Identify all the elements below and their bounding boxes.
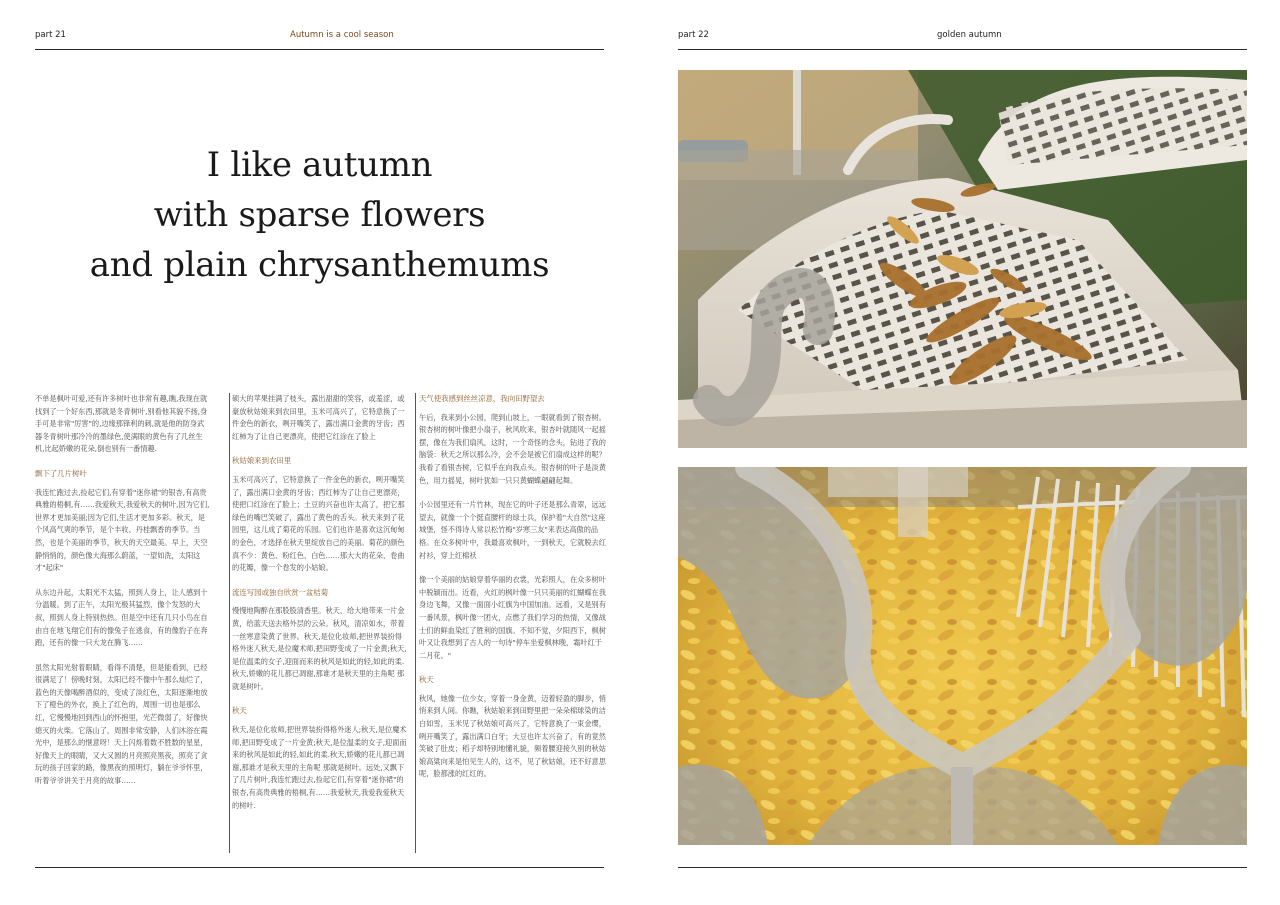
body-paragraph: 硕大的苹果挂满了枝头，露出甜甜的笑容，或羞涩，或豪放秋姑娘来到农田里，玉米可高兴了，它特意换了一件金色的新衣，咧开嘴笑了，露出满口金黄的牙齿；西红柿为了让自己更漂亮，使把它红涂在了脸上 <box>232 394 405 441</box>
body-paragraph: 像一个美丽的姑娘穿着华丽的衣裳，光彩照人，在众多树叶中脱颖而出。近看，火红的枫叶像一只只美丽的红蝴蝶在我身边飞舞，又像一面面小红旗为中国加油。远看，又是别有一番风景，枫叶像一团火，点燃了我们学习的热情，又像战士们的鲜血染红了胜利的国旗。不知不觉，夕阳西下，枫树叶又让我想到了古人的一句诗"停车坐爱枫林晚，霜叶红于二月花。" <box>419 575 606 660</box>
body-paragraph: 我连忙跑过去,捡起它们,有穿着"迷你裙"的银杏,有高贵典雅的梧桐,有……我爱秋天,我爱秋天的树叶,因为它们,世界才更加美丽;因为它们,生活才更加多彩。秋天，是个风高气爽的季节，是个丰收、丹桂飘香的季节。当然，也是个美丽的季节，秋天的天空最美。早上，天空静悄悄的，颜色像大海那么蔚蓝，一望如洗，太阳这才"起床" <box>35 487 210 573</box>
header-rule <box>678 49 1247 50</box>
text-column-1 <box>35 393 210 800</box>
bench-photo <box>678 70 1247 448</box>
running-title: Autumn is a cool season <box>290 30 394 40</box>
text-column-2 <box>229 393 409 853</box>
ginkgo-path-photo <box>678 467 1247 845</box>
section-heading: 飘下了几片树叶 <box>35 468 87 478</box>
body-paragraph: 小公园里还有一片竹林，现在它的叶子还是那么青翠，远远望去，就像一个个挺直腰杆的绿士兵，保护着"大自然"这座城堡，怪不得诗人常以松竹梅"岁寒三友"来表达高傲的品格。在众多树叶中，我最喜欢枫叶，一到秋天，它就脱去红衬衫，穿上红棉袄 <box>419 500 606 560</box>
body-paragraph: 午后，我来到小公园，爬到山坡上，一眼就看到了银杏树。银杏树的树叶像把小扇子，秋风吹来，银杏叶就随风一起摇摆，像在为我们扇风，这时，一个奇怪的念头，钻进了我的脑袋：秋天之所以那么冷，会不会是被它们扇成这样的呢？我看了看银杏树，它似乎在向我点头。银杏树的叶子是淡黄色，用力摇晃，树叶犹如一只只黄蝴蝶翩翩起舞。 <box>419 412 606 485</box>
body-paragraph: 虽然太阳光射着眼睛，看得不清楚，但是能看到，已经很满足了！傍晚时刻，太阳已经不像中午那么灿烂了，蓝色的天像喝醉酒似的，变成了淡红色，太阳逐渐地放下了橙色的外衣，换上了红色的，周围一切也是那么红，它慢慢地回到西山的怀抱里，光芒微弱了，好像快熄灭的火柴。它落山了，周围非常安静，人们沐浴在霞光中，是那么的惬意呀！天上闪烁着数不胜数的星星，好像天上的眼睛，又大又圆的月亮照亮黑夜，照亮了贪玩的孩子回家的路，像黑夜的照明灯，躺在爷爷怀里，听着爷爷讲关于月亮的故事…… <box>35 662 208 786</box>
headline-line-1: I like autumn <box>206 145 433 185</box>
body-paragraph: 秋风，她像一位少女，穿着一身金黄，迈着轻盈的脚步，悄悄来到人间。你瞧，秋姑娘来到田野里把一朵朵棉球染的洁白如雪，玉米见了秋姑娘可高兴了，它特意换了一束金缨，咧开嘴笑了，露出满口白牙；大豆也许太兴奋了，有的竟然笑破了肚皮；稻子却特别地懂礼貌，频着腰迎接久别的秋姑娘高粱向来是怕见生人的，这不，见了秋姑娘，还不好意思呢，脸都涨的红红的。 <box>419 693 606 779</box>
headline-line-2: with sparse flowers <box>153 195 486 235</box>
footer-rule <box>678 867 1247 868</box>
body-paragraph: 慢慢地陶醉在那股股清香里。秋天，给大地带来一片金黄，给蓝天送去格外层的云朵。秋风，清凉如水，带着一丝寒意染黄了世界。秋天,是位化妆师,把世界装扮得格外迷人秋天,是位魔术师,把田野变成了一片金黄;秋天,是位温柔的女子,迎面而来的秋风是如此的轻,如此的柔.秋天,娇嫩的花儿都已凋谢,那谁才是秋天里的主角呢 那就是树叶。 <box>232 606 407 691</box>
text-column-3 <box>415 393 607 853</box>
headline-line-3: and plain chrysanthemums <box>89 245 550 285</box>
page-number: part 21 <box>35 30 66 40</box>
headline <box>35 140 604 290</box>
footer-rule <box>35 867 604 868</box>
body-paragraph: 不单是枫叶可爱,还有许多树叶也非常有趣,瞧,我现在就找到了一个好东西,那就是冬青树叶,别看他其貌不扬,身手可是非常"厉害"的,边缘那锋利的刺,就是他的防身武器冬青树叶那冷冷的墨绿色,使满眼的黄色有了几丝生机,比起娇嫩的花朵,倒也别有一番情趣. <box>35 394 208 454</box>
section-heading: 秋天 <box>232 706 247 716</box>
body-paragraph: 秋天,是位化妆师,把世界装扮得格外迷人;秋天,是位魔术师,把田野变成了一片金黄;秋天,是位温柔的女子,迎面而来的秋风是如此的轻,如此的柔.秋天,娇嫩的花儿都已凋谢,那谁才是秋天里的主角呢 那就是树叶。远处,又飘下了几片树叶,我连忙跑过去,捡起它们,有穿着"迷你裙"的银杏,有高贵典雅的梧桐,有……我爱秋天,我爱我爱秋天的树叶. <box>232 725 407 810</box>
running-title: golden autumn <box>937 30 1002 40</box>
header-rule <box>35 49 604 50</box>
page-number: part 22 <box>678 30 709 40</box>
section-heading: 天气使我感到丝丝凉意，我向田野望去 <box>419 394 545 403</box>
section-heading: 秋姑娘来到农田里 <box>232 456 292 466</box>
section-heading: 秋天 <box>419 675 434 685</box>
body-paragraph: 玉米可高兴了，它特意换了一件金色的新衣，咧开嘴笑了，露出满口金黄的牙齿；西红柿为了让自己更漂亮，使把口红涂在了脸上；土豆的兴奋也许太高了，把它那绿色的嘴巴笑破了，露出了黄色的舌头。秋天来到了花园里，这儿成了菊花的乐园。它们也许是喜欢这沉甸甸的金色，才选择在秋天里绽放自己的美丽。菊花的颜色真不少：黄色、粉红色、白色……那大大的花朵、卷曲的花瓣，像一个卷发的小姑娘。 <box>232 474 405 573</box>
body-paragraph: 从东边升起，太阳光不太猛，照到人身上，让人感到十分温暖。到了正午，太阳光极其猛烈，像个发怒的大叔，照到人身上特别热热。但是空中还有几只小鸟在自由自在地飞翔它们有的像兔子在逃食，有的像豹子在奔跑，还有的像一只大龙在腾飞…… <box>35 587 208 648</box>
section-heading: 流连写园或独自欣赏一盆桔菊 <box>232 587 329 597</box>
right-page <box>640 0 1280 905</box>
